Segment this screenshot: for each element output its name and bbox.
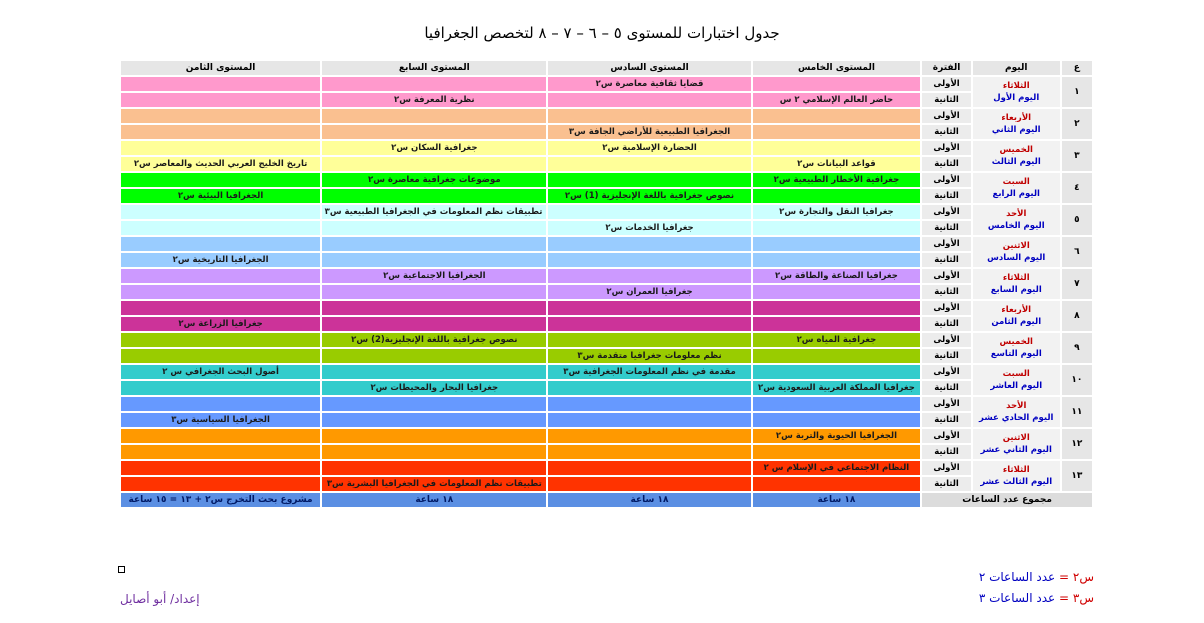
day-ordinal: اليوم التاسع <box>990 349 1042 359</box>
period-cell: الأولى <box>922 365 971 379</box>
exam-cell-l5: النظام الاجتماعي في الإسلام س ٢ <box>753 461 921 475</box>
exam-cell-l7: نظرية المعرفة س٢ <box>322 93 546 107</box>
day-ordinal: اليوم الحادي عشر <box>979 413 1054 423</box>
day-number: ٥ <box>1062 205 1092 235</box>
exam-cell-l6 <box>548 205 750 219</box>
exam-cell-l7 <box>322 445 546 459</box>
exam-cell-l5 <box>753 141 921 155</box>
header-row <box>121 61 1092 75</box>
day-cell <box>973 365 1060 395</box>
day-number: ١٠ <box>1062 365 1092 395</box>
period-cell: الثانية <box>922 157 971 171</box>
totals-row <box>121 493 1092 507</box>
exam-cell-l5: جغرافيا المملكة العربية السعودية س٢ <box>753 381 921 395</box>
exam-cell-l6 <box>548 253 750 267</box>
day-ordinal: اليوم الثاني عشر <box>980 445 1052 455</box>
schedule-row <box>121 365 1092 379</box>
exam-cell-l7 <box>322 285 546 299</box>
schedule-row <box>121 429 1092 443</box>
day-number: ١٣ <box>1062 461 1092 491</box>
schedule-row <box>121 301 1092 315</box>
exam-cell-l8: الجغرافيا التاريخية س٢ <box>121 253 320 267</box>
exam-cell-l8 <box>121 125 320 139</box>
day-cell <box>973 397 1060 427</box>
day-name: الأحد <box>1006 401 1027 411</box>
exam-cell-l6 <box>548 413 750 427</box>
schedule-row <box>121 93 1092 107</box>
exam-cell-l8 <box>121 77 320 91</box>
day-name: الأربعاء <box>1001 305 1032 315</box>
exam-cell-l5 <box>753 285 921 299</box>
totals-level6: ١٨ ساعة <box>548 493 750 507</box>
exam-cell-l5 <box>753 301 921 315</box>
prepared-by: إعداد/ أبو أصايل <box>120 592 200 606</box>
exam-cell-l5 <box>753 397 921 411</box>
period-cell: الأولى <box>922 109 971 123</box>
exam-cell-l7: جغرافيا البحار والمحيطات س٢ <box>322 381 546 395</box>
exam-cell-l5 <box>753 189 921 203</box>
legend-hours-3 <box>979 591 1094 605</box>
exam-cell-l7: تطبيقات نظم المعلومات في الجغرافيا الطبيعية س٣ <box>322 205 546 219</box>
exam-cell-l5: جغرافية المياه س٢ <box>753 333 921 347</box>
exam-cell-l7 <box>322 253 546 267</box>
period-cell: الأولى <box>922 173 971 187</box>
exam-cell-l8 <box>121 333 320 347</box>
day-number: ٩ <box>1062 333 1092 363</box>
day-name: السبت <box>1002 177 1030 187</box>
exam-cell-l7 <box>322 429 546 443</box>
schedule-row <box>121 381 1092 395</box>
day-cell <box>973 301 1060 331</box>
day-name: الخميس <box>999 337 1033 347</box>
period-cell: الثانية <box>922 477 971 491</box>
day-ordinal: اليوم الثالث عشر <box>980 477 1053 487</box>
day-name: الثلاثاء <box>1002 465 1030 475</box>
totals-level7: ١٨ ساعة <box>322 493 546 507</box>
exam-cell-l8: جغرافيا الزراعة س٢ <box>121 317 320 331</box>
exam-cell-l5: حاضر العالم الإسلامي ٢ س <box>753 93 921 107</box>
exam-cell-l6 <box>548 157 750 171</box>
day-cell <box>973 333 1060 363</box>
legend-desc: عدد الساعات ٣ <box>978 591 1056 605</box>
schedule-row <box>121 349 1092 363</box>
exam-cell-l6 <box>548 333 750 347</box>
schedule-row <box>121 157 1092 171</box>
exam-cell-l8 <box>121 301 320 315</box>
exam-cell-l8 <box>121 445 320 459</box>
exam-cell-l5 <box>753 237 921 251</box>
totals-level5: ١٨ ساعة <box>753 493 921 507</box>
exam-cell-l6: نظم معلومات جغرافيا متقدمة س٣ <box>548 349 750 363</box>
day-ordinal: اليوم الثالث <box>991 157 1041 167</box>
day-cell <box>973 461 1060 491</box>
day-cell <box>973 109 1060 139</box>
exam-cell-l7 <box>322 157 546 171</box>
exam-cell-l5 <box>753 445 921 459</box>
day-name: الأحد <box>1006 209 1027 219</box>
period-cell: الأولى <box>922 237 971 251</box>
exam-cell-l8: أصول البحث الجغرافي س ٢ <box>121 365 320 379</box>
exam-cell-l6 <box>548 269 750 283</box>
exam-cell-l5 <box>753 477 921 491</box>
schedule-row <box>121 333 1092 347</box>
exam-cell-l7 <box>322 317 546 331</box>
exam-cell-l7 <box>322 397 546 411</box>
exam-cell-l6: الجغرافيا الطبيعية للأراضي الجافة س٣ <box>548 125 750 139</box>
totals-level8: مشروع بحث التخرج س٢ + ١٣ = ١٥ ساعة <box>121 493 320 507</box>
exam-cell-l6 <box>548 317 750 331</box>
exam-cell-l7: جغرافية السكان س٢ <box>322 141 546 155</box>
exam-cell-l5 <box>753 109 921 123</box>
day-cell <box>973 141 1060 171</box>
exam-cell-l8 <box>121 173 320 187</box>
exam-cell-l6 <box>548 381 750 395</box>
period-cell: الأولى <box>922 461 971 475</box>
header-num: ع <box>1062 61 1092 75</box>
exam-cell-l8 <box>121 269 320 283</box>
schedule-row <box>121 141 1092 155</box>
exam-cell-l8 <box>121 349 320 363</box>
period-cell: الثانية <box>922 221 971 235</box>
period-cell: الثانية <box>922 349 971 363</box>
day-name: الاثنين <box>1002 433 1030 443</box>
legend-equals: = <box>1059 570 1070 584</box>
exam-cell-l6 <box>548 237 750 251</box>
exam-cell-l6: جغرافيا الخدمات س٢ <box>548 221 750 235</box>
day-ordinal: اليوم الخامس <box>987 221 1045 231</box>
period-cell: الثانية <box>922 445 971 459</box>
day-cell <box>973 269 1060 299</box>
legend-desc: عدد الساعات ٢ <box>978 570 1056 584</box>
period-cell: الثانية <box>922 317 971 331</box>
exam-cell-l7: الجغرافيا الاجتماعية س٢ <box>322 269 546 283</box>
schedule-row <box>121 461 1092 475</box>
schedule-row <box>121 477 1092 491</box>
day-ordinal: اليوم الثامن <box>991 317 1042 327</box>
schedule-row <box>121 237 1092 251</box>
exam-cell-l8: الجغرافيا السياسية س٣ <box>121 413 320 427</box>
exam-cell-l7 <box>322 413 546 427</box>
schedule-row <box>121 173 1092 187</box>
day-number: ٢ <box>1062 109 1092 139</box>
period-cell: الثانية <box>922 93 971 107</box>
exam-cell-l5: الجغرافيا الحيوية والتربة س٢ <box>753 429 921 443</box>
header-level5: المستوى الخامس <box>753 61 921 75</box>
exam-cell-l7 <box>322 125 546 139</box>
schedule-row <box>121 221 1092 235</box>
exam-cell-l8 <box>121 285 320 299</box>
period-cell: الأولى <box>922 397 971 411</box>
exam-cell-l8: تاريخ الخليج العربي الحديث والمعاصر س٢ <box>121 157 320 171</box>
exam-cell-l7: موضوعات جغرافية معاصرة س٢ <box>322 173 546 187</box>
header-level7: المستوى السابع <box>322 61 546 75</box>
exam-cell-l6 <box>548 461 750 475</box>
day-cell <box>973 237 1060 267</box>
period-cell: الأولى <box>922 77 971 91</box>
exam-cell-l6: قضايا ثقافية معاصرة س٢ <box>548 77 750 91</box>
exam-schedule-table <box>119 59 1094 509</box>
day-name: الثلاثاء <box>1002 273 1030 283</box>
exam-cell-l7 <box>322 221 546 235</box>
day-number: ٣ <box>1062 141 1092 171</box>
exam-cell-l6 <box>548 397 750 411</box>
exam-cell-l6 <box>548 93 750 107</box>
period-cell: الثانية <box>922 413 971 427</box>
day-number: ١٢ <box>1062 429 1092 459</box>
schedule-row <box>121 269 1092 283</box>
exam-cell-l7 <box>322 349 546 363</box>
exam-cell-l6: الحضارة الإسلامية س٢ <box>548 141 750 155</box>
day-name: الثلاثاء <box>1002 81 1030 91</box>
totals-label: مجموع عدد الساعات <box>922 493 1092 507</box>
schedule-row <box>121 317 1092 331</box>
schedule-body <box>121 77 1092 491</box>
schedule-row <box>121 285 1092 299</box>
day-cell <box>973 205 1060 235</box>
header-day: اليوم <box>973 61 1060 75</box>
exam-cell-l5 <box>753 413 921 427</box>
day-number: ١ <box>1062 77 1092 107</box>
exam-cell-l5: جغرافية الأخطار الطبيعية س٢ <box>753 173 921 187</box>
header-level6: المستوى السادس <box>548 61 750 75</box>
day-ordinal: اليوم الرابع <box>992 189 1040 199</box>
schedule-row <box>121 253 1092 267</box>
period-cell: الثانية <box>922 285 971 299</box>
period-cell: الثانية <box>922 381 971 395</box>
exam-cell-l7: نصوص جغرافية باللغة الإنجليزية(2) س٢ <box>322 333 546 347</box>
header-level8: المستوى الثامن <box>121 61 320 75</box>
schedule-row <box>121 413 1092 427</box>
day-ordinal: اليوم الأول <box>993 93 1040 103</box>
exam-cell-l5 <box>753 125 921 139</box>
schedule-row <box>121 109 1092 123</box>
exam-cell-l7 <box>322 109 546 123</box>
day-ordinal: اليوم الثاني <box>991 125 1041 135</box>
day-cell <box>973 429 1060 459</box>
exam-cell-l5 <box>753 365 921 379</box>
exam-cell-l5: قواعد البيانات س٢ <box>753 157 921 171</box>
period-cell: الأولى <box>922 429 971 443</box>
exam-cell-l8 <box>121 461 320 475</box>
exam-cell-l5 <box>753 317 921 331</box>
exam-cell-l6 <box>548 445 750 459</box>
exam-cell-l8 <box>121 93 320 107</box>
day-ordinal: اليوم العاشر <box>990 381 1043 391</box>
day-number: ٧ <box>1062 269 1092 299</box>
exam-cell-l7 <box>322 365 546 379</box>
exam-cell-l7 <box>322 301 546 315</box>
exam-cell-l6: مقدمة في نظم المعلومات الجغرافية س٣ <box>548 365 750 379</box>
period-cell: الثانية <box>922 125 971 139</box>
legend-equals: = <box>1059 591 1070 605</box>
exam-cell-l8 <box>121 397 320 411</box>
exam-cell-l8 <box>121 237 320 251</box>
exam-cell-l6: نصوص جغرافية باللغة الإنجليزية (1) س٢ <box>548 189 750 203</box>
exam-cell-l8 <box>121 429 320 443</box>
exam-cell-l8 <box>121 205 320 219</box>
exam-cell-l7: تطبيقات نظم المعلومات في الجغرافيا البشرية س٣ <box>322 477 546 491</box>
period-cell: الأولى <box>922 333 971 347</box>
exam-cell-l7 <box>322 461 546 475</box>
exam-cell-l8 <box>121 221 320 235</box>
exam-cell-l8 <box>121 477 320 491</box>
day-name: السبت <box>1002 369 1030 379</box>
small-square-marker <box>118 566 125 573</box>
exam-cell-l5 <box>753 253 921 267</box>
period-cell: الأولى <box>922 205 971 219</box>
exam-cell-l8 <box>121 381 320 395</box>
exam-cell-l5: جغرافيا الصناعة والطاقة س٢ <box>753 269 921 283</box>
page-title: جدول اختبارات للمستوى ٥ – ٦ – ٧ – ٨ لتخصص الجغرافيا <box>424 24 780 42</box>
exam-cell-l6: جغرافيا العمران س٢ <box>548 285 750 299</box>
legend-code: س٢ <box>1072 570 1094 584</box>
exam-cell-l7 <box>322 189 546 203</box>
schedule-row <box>121 397 1092 411</box>
exam-cell-l5: جغرافيا النقل والتجارة س٢ <box>753 205 921 219</box>
exam-cell-l6 <box>548 429 750 443</box>
schedule-row <box>121 205 1092 219</box>
day-ordinal: اليوم السابع <box>990 285 1042 295</box>
exam-cell-l5 <box>753 77 921 91</box>
schedule-row <box>121 445 1092 459</box>
schedule-row <box>121 77 1092 91</box>
schedule-row <box>121 125 1092 139</box>
exam-cell-l5 <box>753 349 921 363</box>
schedule-row <box>121 189 1092 203</box>
exam-cell-l8 <box>121 141 320 155</box>
day-number: ٦ <box>1062 237 1092 267</box>
exam-cell-l6 <box>548 477 750 491</box>
period-cell: الأولى <box>922 141 971 155</box>
exam-cell-l6 <box>548 173 750 187</box>
day-ordinal: اليوم السادس <box>987 253 1046 263</box>
exam-cell-l8: الجغرافيا البيئية س٢ <box>121 189 320 203</box>
day-name: الأربعاء <box>1001 113 1032 123</box>
period-cell: الأولى <box>922 301 971 315</box>
period-cell: الثانية <box>922 189 971 203</box>
header-period: الفترة <box>922 61 971 75</box>
period-cell: الثانية <box>922 253 971 267</box>
exam-cell-l6 <box>548 301 750 315</box>
exam-cell-l6 <box>548 109 750 123</box>
day-number: ٤ <box>1062 173 1092 203</box>
exam-cell-l8 <box>121 109 320 123</box>
day-number: ١١ <box>1062 397 1092 427</box>
exam-cell-l7 <box>322 237 546 251</box>
day-number: ٨ <box>1062 301 1092 331</box>
legend-code: س٣ <box>1072 591 1094 605</box>
day-name: الخميس <box>999 145 1033 155</box>
legend-hours-2 <box>979 570 1094 584</box>
period-cell: الأولى <box>922 269 971 283</box>
exam-cell-l5 <box>753 221 921 235</box>
day-name: الاثنين <box>1002 241 1030 251</box>
exam-cell-l7 <box>322 77 546 91</box>
day-cell <box>973 77 1060 107</box>
day-cell <box>973 173 1060 203</box>
